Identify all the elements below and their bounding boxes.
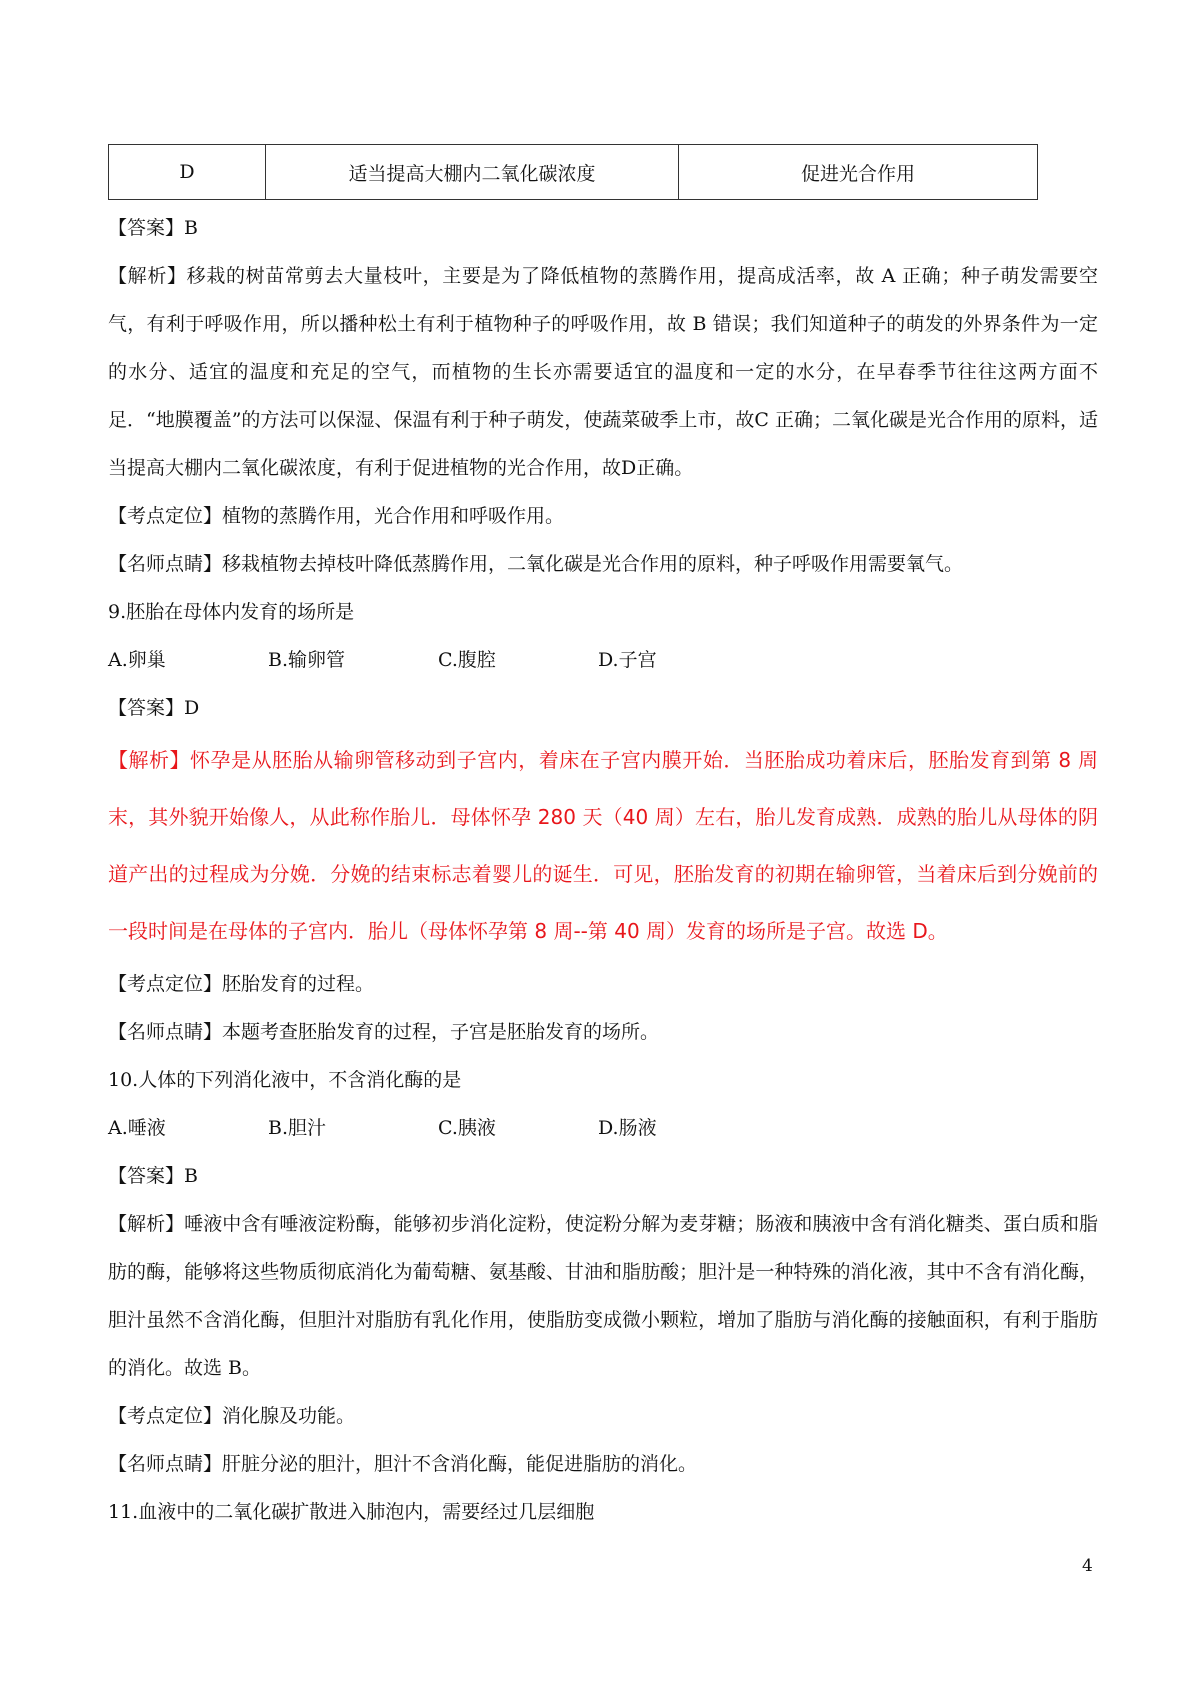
- q10-point: 【考点定位】消化腺及功能。: [108, 1405, 356, 1427]
- table-cell-measure: 适当提高大棚内二氧化碳浓度: [266, 145, 679, 200]
- option-d: D.肠液: [598, 1117, 657, 1139]
- q9-question: 9.胚胎在母体内发育的场所是: [108, 601, 355, 623]
- option-c: C.腹腔: [438, 649, 496, 671]
- q9-point: 【考点定位】胚胎发育的过程。: [108, 973, 375, 995]
- option-d: D.子宫: [598, 649, 657, 671]
- q9-analysis: 【解析】怀孕是从胚胎从输卵管移动到子宫内，着床在子宫内膜开始．当胚胎成功着床后，胚胎发育到第 8 周末，其外貌开始像人，从此称作胎儿．母体怀孕 280 天（40 周）左右，胎儿发育成熟．成熟的胎儿从母体的阴道产出的过程成为分娩．分娩的结束标志着婴儿的诞生．可见，胚胎发育的初期在输卵管，当着床后到分娩前的一段时间是在母体的子宫内．胎儿（母体怀孕第 8 周--第 40 周）发育的场所是子宫。故选 D。: [108, 748, 1098, 943]
- table-row: [109, 145, 1038, 200]
- page-number: 4: [1082, 1556, 1093, 1576]
- q9-answer: 【答案】D: [108, 697, 200, 719]
- q9-options: [108, 636, 1098, 684]
- q10-question: 10.人体的下列消化液中，不含消化酶的是: [108, 1069, 462, 1091]
- option-b: B.胆汁: [268, 1117, 327, 1139]
- q10-tip: 【名师点睛】肝脏分泌的胆汁，胆汁不含消化酶，能促进脂肪的消化。: [108, 1453, 698, 1475]
- q8-tip: 【名师点睛】移栽植物去掉枝叶降低蒸腾作用，二氧化碳是光合作用的原料，种子呼吸作用需要氧气。: [108, 553, 964, 575]
- q8-answer: 【答案】B: [108, 217, 198, 239]
- option-table: [108, 144, 1038, 200]
- q8-analysis: 【解析】移栽的树苗常剪去大量枝叶，主要是为了降低植物的蒸腾作用，提高成活率，故 A 正确；种子萌发需要空气，有利于呼吸作用，所以播种松土有利于植物种子的呼吸作用，故 B 错误；我们知道种子的萌发的外界条件为一定的水分、适宜的温度和充足的空气，而植物的生长亦需要适宜的温度和一定的水分，在早春季节往往这两方面不足．“地膜覆盖”的方法可以保湿、保温有利于种子萌发，使蔬菜破季上市，故C 正确；二氧化碳是光合作用的原料，适当提高大棚内二氧化碳浓度，有利于促进植物的光合作用，故D正确。: [108, 265, 1099, 479]
- option-b: B.输卵管: [268, 649, 346, 671]
- q10-analysis: 【解析】唾液中含有唾液淀粉酶，能够初步消化淀粉，使淀粉分解为麦芽糖；肠液和胰液中含有消化糖类、蛋白质和脂肪的酶，能够将这些物质彻底消化为葡萄糖、氨基酸、甘油和脂肪酸；胆汁是一种特殊的消化液，其中不含有消化酶，胆汁虽然不含消化酶，但胆汁对脂肪有乳化作用，使脂肪变成微小颗粒，增加了脂肪与消化酶的接触面积，有利于脂肪的消化。故选 B。: [108, 1213, 1098, 1379]
- content-body: [108, 204, 1098, 1536]
- option-a: A.卵巢: [108, 649, 166, 671]
- q10-options: [108, 1104, 1098, 1152]
- q11-question: 11.血液中的二氧化碳扩散进入肺泡内，需要经过几层细胞: [108, 1501, 595, 1523]
- q8-point: 【考点定位】植物的蒸腾作用，光合作用和呼吸作用。: [108, 505, 565, 527]
- table-cell-letter: D: [109, 145, 266, 200]
- table-cell-purpose: 促进光合作用: [679, 145, 1038, 200]
- option-a: A.唾液: [108, 1117, 166, 1139]
- q10-answer: 【答案】B: [108, 1165, 198, 1187]
- q9-tip: 【名师点睛】本题考查胚胎发育的过程，子宫是胚胎发育的场所。: [108, 1021, 660, 1043]
- option-c: C.胰液: [438, 1117, 496, 1139]
